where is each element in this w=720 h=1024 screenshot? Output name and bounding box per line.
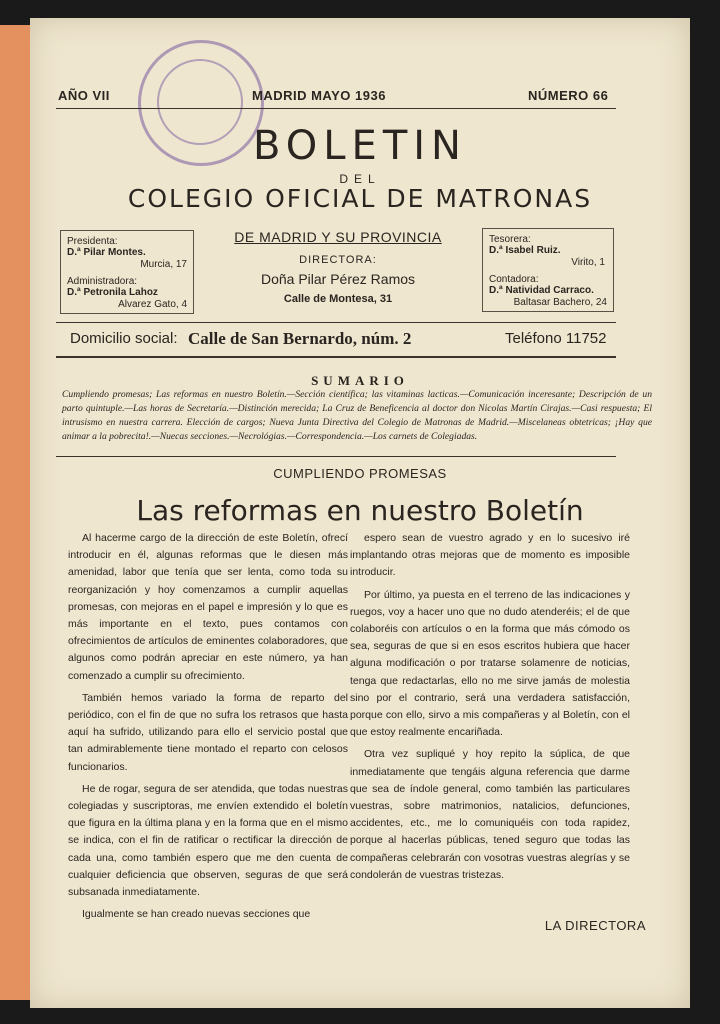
article-paragraph: Por último, ya puesta en el terreno de las indicaciones y ruegos, voy a hacer uno que no dudo atenderéis; el de que colaboréis con artículos o en la forma que más cómodo os sea, seguras de que si en esos escritos hubiera que hacer alguna modificación o por tratarse solamenre de noticias, tenga que redactarlas, ello no me sirve jamás de molestia sino por el contrario, será una verdadera satisfacción, porque con ello, sirvo a mis compañeras y al Boletín, con el que estoy realmente encariñada. <box>350 588 630 739</box>
masthead-title: BOLETIN <box>253 123 467 169</box>
president-name: D.ª Pilar Montes. <box>67 247 146 258</box>
article-paragraph: espero sean de vuestro agrado y en lo sucesivo iré implantando otras mejoras que de momento es imposible introducir. <box>350 532 630 579</box>
address-label: Domicilio social: <box>70 330 178 347</box>
issue-year: AÑO VII <box>58 88 110 103</box>
address-street: Calle de San Bernardo, núm. 2 <box>188 329 412 348</box>
section-heading: CUMPLIENDO PROMESAS <box>273 466 447 481</box>
president-label: Presidenta: <box>67 236 118 247</box>
accountant-name: D.ª Natividad Carraco. <box>489 285 594 296</box>
administrator-name: D.ª Petronila Lahoz <box>67 287 158 298</box>
treasurer-name: D.ª Isabel Ruiz. <box>489 245 561 256</box>
administrator-label: Administradora: <box>67 276 138 287</box>
summary-title: SUMARIO <box>311 373 409 388</box>
article-paragraph: Igualmente se han creado nuevas secciones que <box>82 908 311 921</box>
article-paragraph: Al hacerme cargo de la dirección de este Boletín, ofrecí introducir en él, algunas reformas que le diesen más amenidad, labor que tenía que ser lenta, como toda su reorganización y hoy comenzamos a cumplir aquellas promesas, con mejoras en el papel e impresión y lo que es más importante en el texto, pues contamos con ofrecimientos de artículos de eminentes colaboradores, que algunos como podrán apreciar en este número, ya han comenzado a cumplir su ofrecimiento. <box>68 532 348 682</box>
article-column-right <box>350 530 630 889</box>
officers-box-left <box>60 230 194 314</box>
article-headline: Las reformas en nuestro Boletín <box>136 494 584 527</box>
accountant-label: Contadora: <box>489 274 539 285</box>
issue-number: NÚMERO 66 <box>528 88 609 103</box>
president-address: Murcia, 17 <box>140 259 187 270</box>
director-address: Calle de Montesa, 31 <box>283 293 393 305</box>
masthead-subtitle: COLEGIO OFICIAL DE MATRONAS <box>127 184 593 213</box>
accountant-address: Baltasar Bachero, 24 <box>513 297 607 308</box>
issue-date: MADRID MAYO 1936 <box>252 88 386 103</box>
article-column-left <box>68 530 348 928</box>
masthead-region: DE MADRID Y SU PROVINCIA <box>234 229 442 245</box>
officers-box-right <box>482 228 614 312</box>
newspaper-page <box>30 18 690 1008</box>
article-paragraph: Otra vez supliqué y hoy repito la súplica, de que inmediatamente que tengáis alguna referencia que darme que sea de índole general, como también las particulares vuestras, sobre matrimonios, natalicios, defunciones, accidentes, etc., me lo comuniquéis con toda rapidez, porque al hacerlas públicas, tened seguro que todas las compañeras celebrarán con vosotras vuestras alegrías y se condolerán de vuestras tristezas. <box>350 748 630 881</box>
administrator-address: Alvarez Gato, 4 <box>118 299 187 310</box>
article-paragraph: También hemos variado la forma de reparto del periódico, con el fin de que no sufra los retrasos que hasta aquí ha sufrido, utilizando para ello el servicio postal que tan admirablemente tiene montado el reparto con celosos funcionarios. <box>68 691 348 773</box>
director-label: DIRECTORA: <box>299 254 377 266</box>
header-rule <box>56 108 616 109</box>
article-paragraph: He de rogar, segura de ser atendida, que todas nuestras colegiadas y suscriptoras, me envíen extendido el boletín que figura en la última plana y en la forma que en el mismo se indica, con el fin de ratificar o rectificar la dirección de cada una, como también espero que me den cuenta de cualquier deficiencia que observen, seguras de que será subsanada inmediatamente. <box>68 782 348 899</box>
director-name: Doña Pilar Pérez Ramos <box>260 271 416 287</box>
address-phone: Teléfono 11752 <box>505 330 607 347</box>
masthead-del: DEL <box>339 172 381 186</box>
treasurer-label: Tesorera: <box>489 234 531 245</box>
treasurer-address: Virito, 1 <box>571 257 605 268</box>
article-signature: LA DIRECTORA <box>544 918 646 933</box>
address-rule-top <box>56 322 616 323</box>
address-rule-bottom <box>56 356 616 358</box>
summary-text: Cumpliendo promesas; Las reformas en nuestro Boletín.—Sección científica; las vitaminas lacticas.—Comunicación inceresante; Descripción de un parto quintuple.—Las horas de Secretaría.—Distinción merecida; La Cruz de Beneficencia al doctor don Nicolas Martín Cirajas.—Casi respuesta; El intrusismo en nuestra carrera. Elección de cargos; Nueva Junta Directiva del Colegio de Matronas de Madrid.—Miscelaneas obtetricas; ¡Hay que animar a la pobrecita!.—Nuecas secciones.—Necrológias.—Correspondencia.—Los carnets de Colegiadas. <box>62 389 652 442</box>
summary-rule <box>56 456 616 457</box>
